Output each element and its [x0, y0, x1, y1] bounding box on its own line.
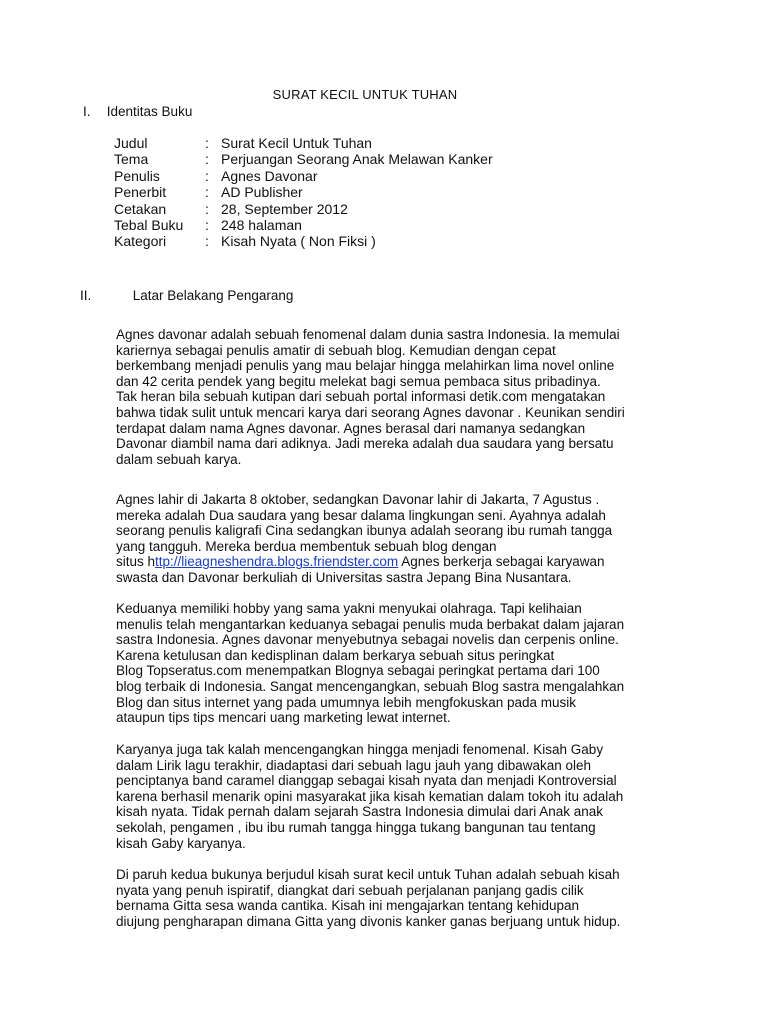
text-line: swasta dan Davonar berkuliah di Universitas sastra Jepang Bina Nusantara. [116, 569, 572, 585]
friendster-blog-link[interactable]: ttp://lieagneshendra.blogs.friendster.com [155, 554, 399, 570]
info-label: Judul [114, 135, 148, 151]
info-value: Kisah Nyata ( Non Fiksi ) [221, 233, 376, 250]
section-number: II. [80, 288, 92, 303]
info-colon: : [205, 167, 209, 184]
text-line: nyata yang penuh ispiratif, diangkat dari sebuah perjalanan panjang gadis cilik [116, 882, 584, 898]
info-value: Surat Kecil Untuk Tuhan [221, 135, 372, 151]
info-colon: : [205, 217, 209, 234]
info-colon: : [205, 233, 209, 250]
info-colon: : [205, 184, 209, 201]
paragraph-5 [116, 867, 661, 929]
text-line: terdapat dalam nama Agnes davonar. Agnes berasal dari namanya sedangkan [116, 420, 586, 436]
info-label: Penerbit [114, 184, 167, 201]
info-label: Kategori [114, 233, 167, 250]
text-line: sekolah, pengamen , ibu ibu rumah tangga hingga tukang bangunan tau tentang [116, 819, 596, 835]
book-info-row [114, 151, 493, 167]
text-line: sastra Indonesia. Agnes davonar menyebutnya sebagai novelis dan cerpenis online. [116, 632, 619, 648]
info-colon: : [205, 200, 209, 217]
text-line: kariernya sebagai penulis amatir di sebuah blog. Kemudian dengan cepat [116, 342, 556, 358]
text-line: berkembang menjadi penulis yang mau belajar hingga melahirkan lima novel online [116, 358, 615, 374]
text-line: mereka adalah Dua saudara yang besar dalama lingkungan seni. Ayahnya adalah [116, 507, 606, 523]
text-line: Karena ketulusan dan kedisplinan dalam berkarya sebuah situs peringkat [116, 647, 555, 663]
info-value: Perjuangan Seorang Anak Melawan Kanker [221, 151, 493, 168]
info-label: Penulis [114, 167, 160, 184]
text-fragment: situs h [116, 554, 156, 570]
info-colon: : [205, 135, 209, 151]
text-line: Davonar diambil nama dari adiknya. Jadi mereka adalah dua saudara yang bersatu [116, 436, 614, 452]
text-line: dalam Lirik lagu terakhir, diadaptasi dari sebuah lagu jauh yang dibawakan oleh [116, 757, 592, 773]
text-line: blog terbaik di Indonesia. Sangat mencengangkan, sebuah Blog sastra mengalahkan [116, 678, 625, 694]
text-line: kisah nyata. Tidak pernah dalam sejarah Sastra Indonesia dimulai dari Anak anak [116, 804, 604, 820]
paragraph-4 [116, 742, 661, 851]
text-line: dalam sebuah karya. [116, 451, 242, 467]
text-line: Blog Topseratus.com menempatkan Blognya sebagai peringkat pertama dari 100 [116, 663, 600, 679]
text-line: Tak heran bila sebuah kutipan dari sebuah portal informasi detik.com mengatakan [116, 389, 606, 405]
text-line: Agnes lahir di Jakarta 8 oktober, sedangkan Davonar lahir di Jakarta, 7 Agustus . [116, 492, 600, 507]
text-line: dan 42 cerita pendek yang begitu melekat bagi semua pembaca situs pribadinya. [116, 373, 601, 389]
text-line: kisah Gaby karyanya. [116, 835, 246, 851]
text-line: menulis telah mengantarkan keduanya sebagai penulis muda berbakat dalam jajaran [116, 616, 625, 632]
text-line: Karyanya juga tak kalah mencengangkan hingga menjadi fenomenal. Kisah Gaby [116, 742, 604, 757]
book-info-table [114, 135, 493, 250]
info-label: Tema [114, 151, 149, 168]
book-info-row [114, 217, 493, 233]
info-value: AD Publisher [221, 184, 303, 201]
paragraph-2 [116, 492, 661, 586]
info-value: 28, September 2012 [221, 200, 348, 217]
text-line: bahwa tidak sulit untuk mencari karya dari seorang Agnes davonar . Keunikan sendiri [116, 404, 625, 420]
text-line: karena berhasil menarik opini masyarakat jika kisah kematian dalam tokoh itu adalah [116, 788, 624, 804]
text-fragment: Agnes berkerja sebagai karyawan [398, 554, 605, 570]
paragraph-3 [116, 601, 661, 726]
info-value: 248 halaman [221, 217, 302, 234]
text-line: Keduanya memiliki hobby yang sama yakni menyukai olahraga. Tapi kelihaian [116, 601, 582, 616]
section-heading: Identitas Buku [106, 104, 193, 119]
paragraph-1 [116, 327, 661, 467]
section-number: I. [83, 104, 91, 119]
text-line: Di paruh kedua bukunya berjudul kisah surat kecil untuk Tuhan adalah sebuah kisah [116, 867, 620, 882]
book-info-row [114, 201, 493, 217]
info-value: Agnes Davonar [221, 167, 318, 184]
text-line: yang tangguh. Mereka berdua membentuk sebuah blog dengan [116, 538, 497, 554]
text-line: diujung pengharapan dimana Gitta yang divonis kanker ganas berjuang untuk hidup. [116, 913, 621, 929]
section-latar-belakang [80, 288, 293, 303]
book-info-row [114, 168, 493, 184]
text-line: penciptanya band caramel dianggap sebagai kisah nyata dan menjadi Kontroversial [116, 773, 617, 789]
text-line: seorang penulis kaligrafi Cina sedangkan ibunya adalah seorang ibu rumah tangga [116, 523, 613, 539]
text-line-with-link [116, 554, 661, 570]
document-title: SURAT KECIL UNTUK TUHAN [272, 87, 458, 102]
book-info-row [114, 184, 493, 200]
text-line: Blog dan situs internet yang pada umumnya lebih mengfokuskan pada musik [116, 694, 577, 710]
info-label: Tebal Buku [114, 217, 184, 234]
section-identitas-buku [83, 104, 192, 119]
info-colon: : [205, 151, 209, 168]
text-line: bernama Gitta sesa wanda cantika. Kisah ini mengajarkan tentang kehidupan [116, 898, 580, 914]
book-info-row [114, 135, 493, 151]
text-line: Agnes davonar adalah sebuah fenomenal dalam dunia sastra Indonesia. Ia memulai [116, 327, 620, 342]
text-line: ataupun tips tips mencari uang marketing lewat internet. [116, 710, 451, 726]
book-info-row [114, 233, 493, 249]
section-heading: Latar Belakang Pengarang [132, 288, 294, 303]
info-label: Cetakan [114, 200, 167, 217]
